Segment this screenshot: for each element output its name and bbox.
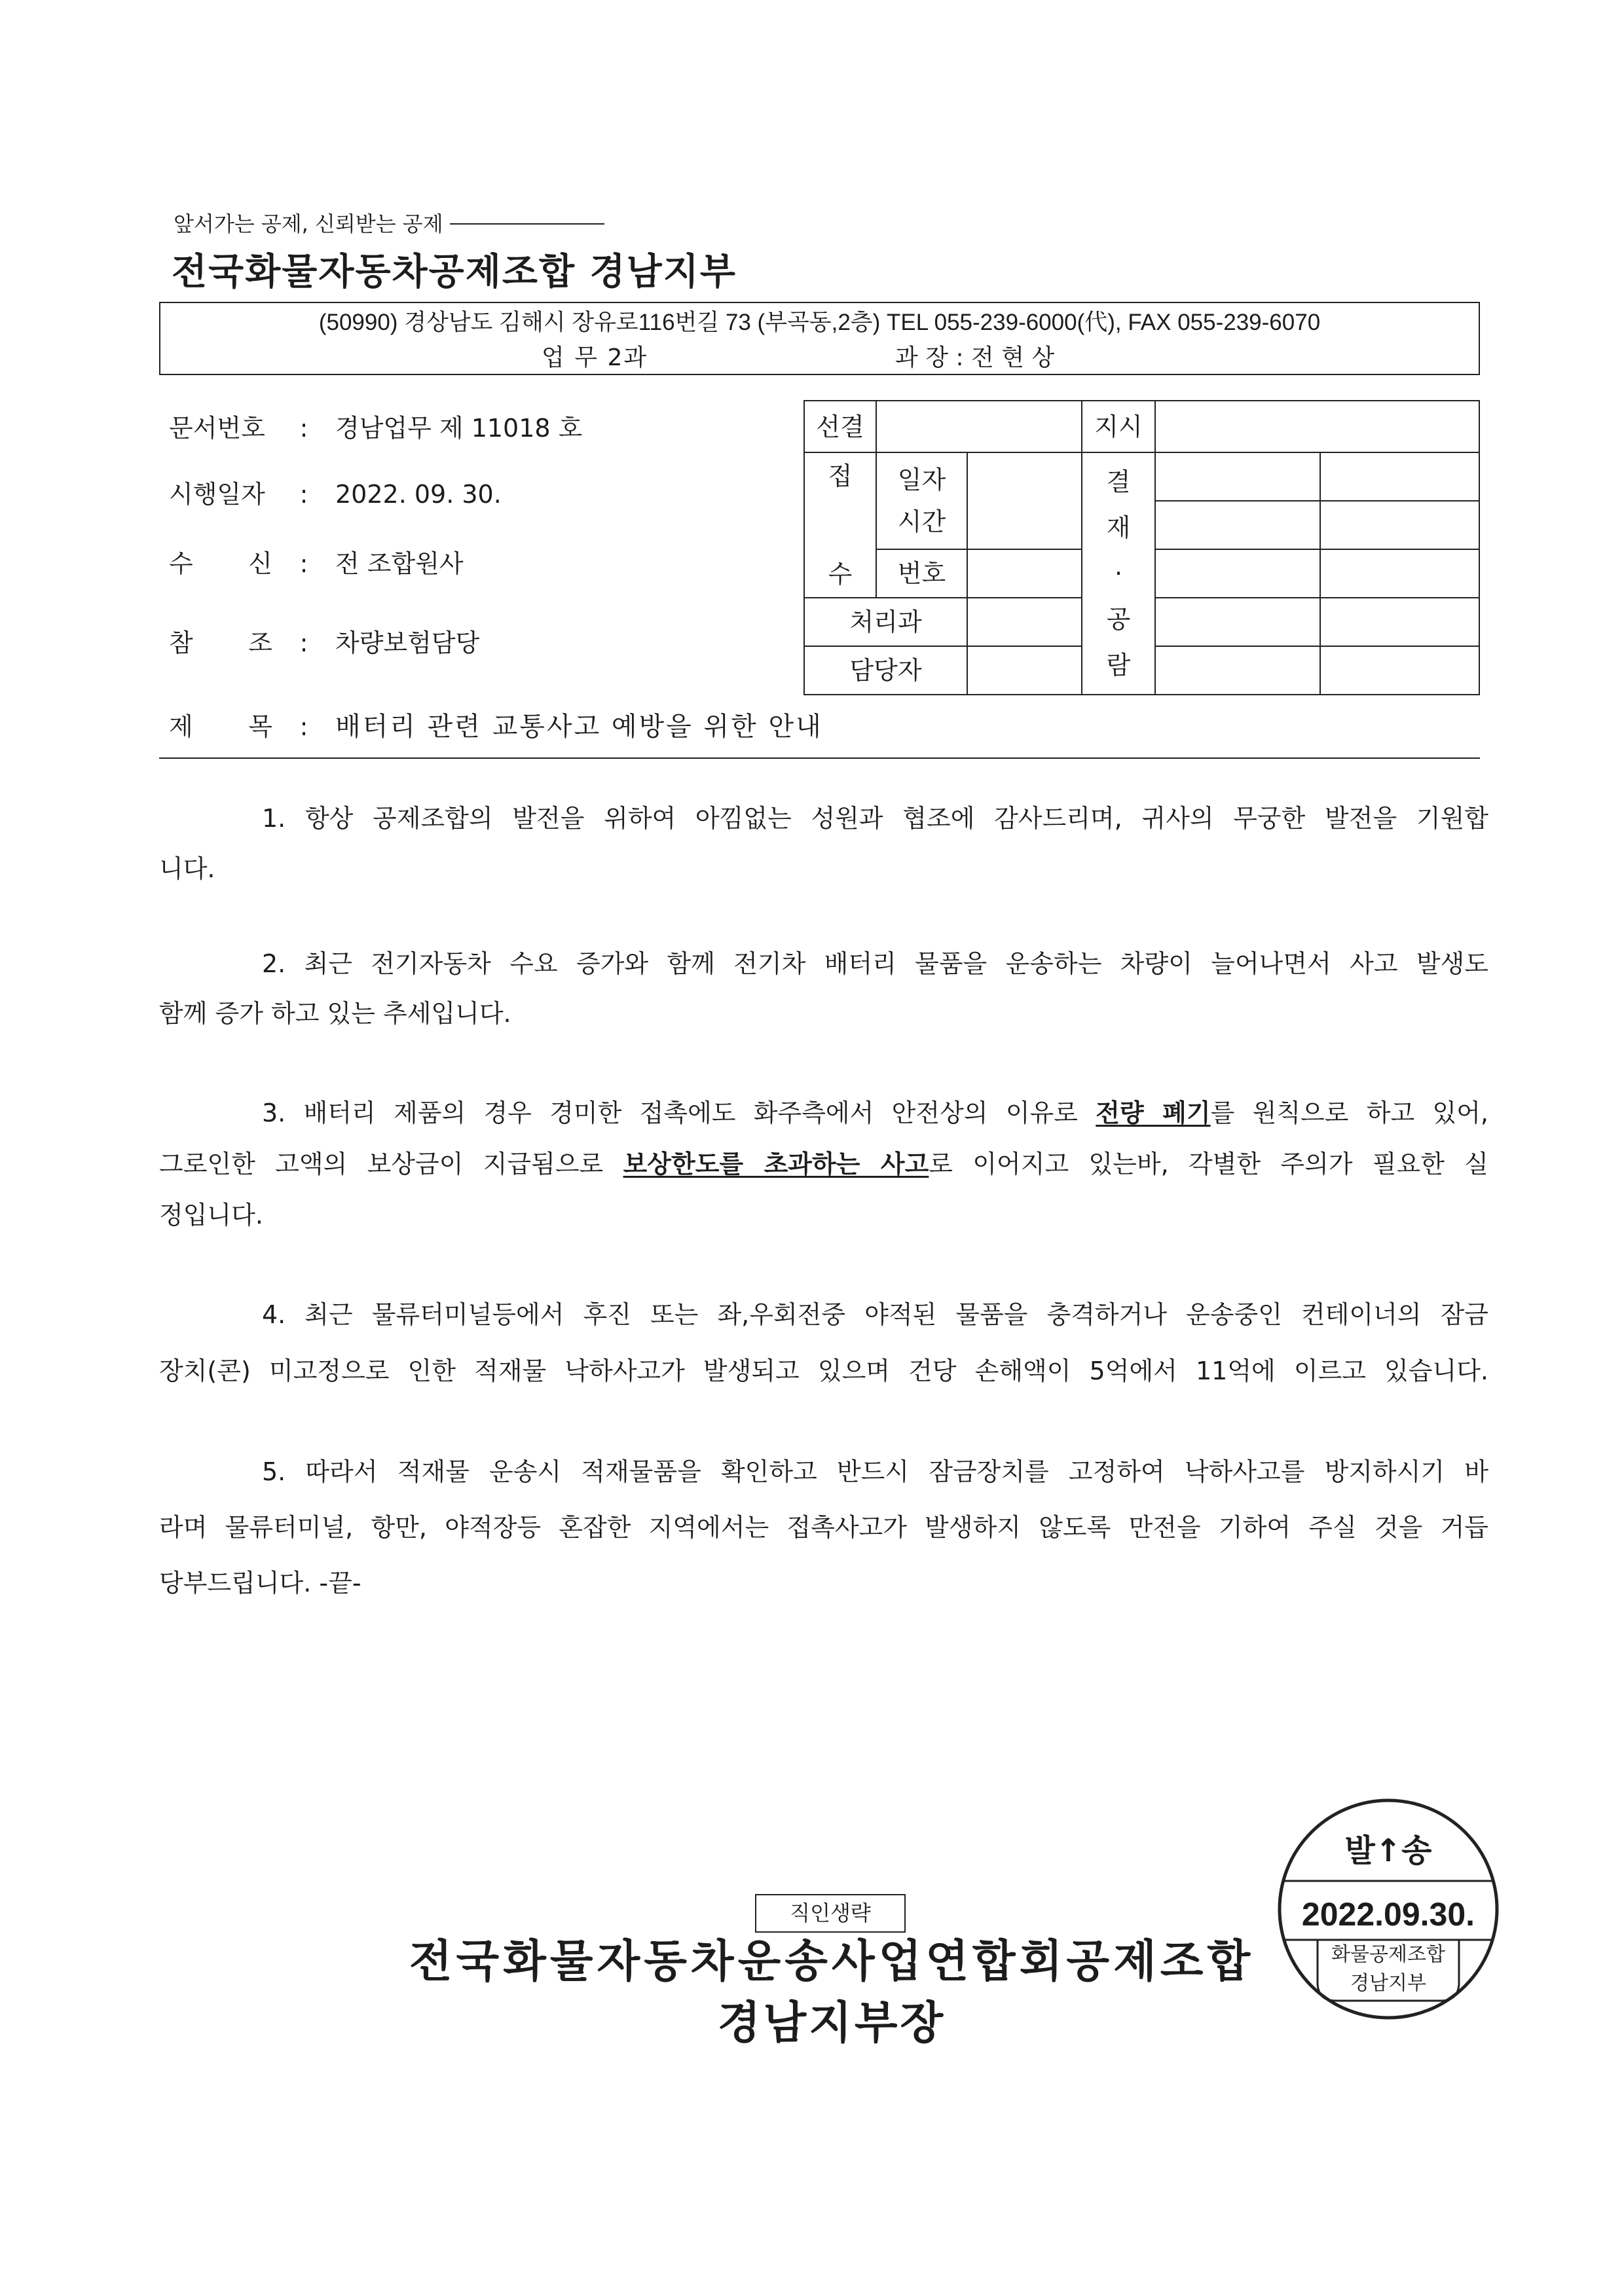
review-cell (1155, 452, 1320, 501)
body-line: 정입니다. (159, 1201, 263, 1230)
issuer-title: 경남지부장 (717, 1997, 946, 2049)
paragraph-1 (159, 793, 1488, 894)
field-date (169, 478, 502, 511)
review-char: 공 (1106, 605, 1131, 634)
receipt-label (804, 452, 876, 598)
approval-table (803, 400, 1480, 695)
pre-decision-cell (876, 401, 1082, 452)
field-doc-number (169, 412, 582, 445)
field-colon: : (299, 480, 308, 509)
review-cell (1155, 646, 1320, 695)
person-label: 담당자 (804, 646, 967, 695)
field-value: 차량보험담당 (335, 629, 480, 657)
body-text: 로 이어지고 있는바, 각별한 주의가 필요한 실 (929, 1150, 1488, 1178)
field-colon: : (299, 549, 308, 578)
review-char: · (1114, 559, 1123, 588)
slogan (174, 210, 604, 238)
date-time-label (876, 452, 967, 549)
receipt-char: 접 (828, 462, 853, 490)
dispatch-stamp (1270, 1791, 1506, 2027)
number-label: 번호 (876, 549, 967, 598)
body-text: 를 원칙으로 하고 있어, (1210, 1099, 1488, 1127)
department: 업 무 2과 (542, 344, 648, 371)
time-label: 시간 (897, 507, 946, 536)
address-box (159, 302, 1480, 375)
body-line: 장치(콘) 미고정으로 인한 적재물 낙하사고가 발생되고 있으며 건당 손해액이 5억에서 11억에 이르고 있습니다. (159, 1357, 1488, 1385)
field-label: 참 조 (169, 629, 272, 657)
stamp-dispatch-text: 발↑송 (1344, 1832, 1432, 1869)
body-line: 라며 물류터미널, 항만, 야적장등 혼잡한 지역에서는 접촉사고가 발생하지 않도록 만전을 기하여 주실 것을 거듭 (159, 1513, 1488, 1542)
body-text: 그로인한 고액의 보상금이 지급됨으로 (159, 1150, 623, 1178)
review-cell (1320, 598, 1479, 646)
seal-omitted-box: 직인생략 (755, 1894, 906, 1933)
field-label: 문서번호 (169, 414, 265, 443)
review-cell (1320, 549, 1479, 598)
person-cell (967, 646, 1082, 695)
field-subject (169, 710, 823, 743)
dept-label: 처리과 (804, 598, 967, 646)
body-line: 당부드립니다. -끝- (159, 1569, 361, 1597)
review-cell (1320, 452, 1479, 501)
review-char: 결 (1106, 467, 1131, 496)
date-time-cell (967, 452, 1082, 549)
number-cell (967, 549, 1082, 598)
body-text: 3. 배터리 제품의 경우 경미한 접촉에도 화주측에서 안전상의 이유로 (262, 1099, 1096, 1127)
field-value: 2022. 09. 30. (335, 480, 502, 509)
field-value: 배터리 관련 교통사고 예방을 위한 안내 (335, 712, 823, 742)
field-colon: : (299, 712, 308, 741)
review-cell (1320, 646, 1479, 695)
paragraph-5 (159, 1444, 1488, 1611)
review-cell (1155, 501, 1320, 549)
org-title: 전국화물자동차공제조합 경남지부 (172, 251, 737, 293)
review-char: 람 (1106, 651, 1131, 680)
receipt-char: 수 (828, 560, 853, 589)
body-line: 1. 항상 공제조합의 발전을 위하여 아낌없는 성원과 협조에 감사드리며, 귀사의 무궁한 발전을 기원합 (262, 804, 1488, 833)
field-colon: : (299, 629, 308, 657)
dept-cell (967, 598, 1082, 646)
body-line: 2. 최근 전기자동차 수요 증가와 함께 전기차 배터리 물품을 운송하는 차량이 늘어나면서 사고 발생도 (262, 949, 1488, 978)
field-label: 수 신 (169, 549, 272, 578)
instruction-label: 지시 (1082, 401, 1155, 452)
emphasis-text: 전량 폐기 (1096, 1099, 1211, 1127)
review-cell (1155, 549, 1320, 598)
review-cell (1155, 598, 1320, 646)
body-line: 5. 따라서 적재물 운송시 적재물품을 확인하고 반드시 잠금장치를 고정하여 낙하사고를 방지하시기 바 (262, 1457, 1488, 1486)
field-value: 경남업무 제 11018 호 (335, 414, 583, 443)
paragraph-3 (159, 1087, 1488, 1241)
body-line: 4. 최근 물류터미널등에서 후진 또는 좌,우회전중 야적된 물품을 충격하거나 운송중인 컨테이너의 잠금 (262, 1300, 1488, 1329)
stamp-org-line2: 경남지부 (1350, 1972, 1426, 1995)
issuer-name: 전국화물자동차운송사업연합회공제조합 (409, 1936, 1255, 1988)
paragraph-2 (159, 939, 1488, 1038)
field-label: 시행일자 (169, 480, 265, 509)
field-value: 전 조합원사 (335, 549, 464, 578)
paragraph-4 (159, 1286, 1488, 1399)
stamp-org-line1: 화물공제조합 (1331, 1943, 1445, 1966)
instruction-cell (1155, 401, 1479, 452)
body-line: 니다. (159, 854, 215, 883)
field-label: 제 목 (169, 712, 272, 741)
stamp-date: 2022.09.30. (1301, 1896, 1475, 1933)
review-label (1082, 452, 1155, 695)
field-recipient (169, 547, 464, 580)
manager: 과 장 : 전 현 상 (895, 344, 1055, 371)
slogan-rule (450, 223, 604, 225)
review-cell (1320, 501, 1479, 549)
address-line: (50990) 경상남도 김해시 장유로116번길 73 (부곡동,2층) TEL 055-239-6000(代), FAX 055-239-6070 (318, 310, 1321, 335)
pre-decision-label: 선결 (804, 401, 876, 452)
field-reference (169, 627, 479, 659)
review-char: 재 (1106, 513, 1131, 542)
date-label: 일자 (897, 465, 946, 494)
emphasis-text: 보상한도를 초과하는 사고 (623, 1150, 929, 1178)
subject-rule (159, 757, 1480, 759)
field-colon: : (299, 414, 308, 443)
body-line (159, 1087, 1488, 1139)
slogan-text: 앞서가는 공제, 신뢰받는 공제 (174, 211, 443, 236)
body-line (159, 1139, 1488, 1190)
body-line: 함께 증가 하고 있는 추세입니다. (159, 999, 511, 1028)
